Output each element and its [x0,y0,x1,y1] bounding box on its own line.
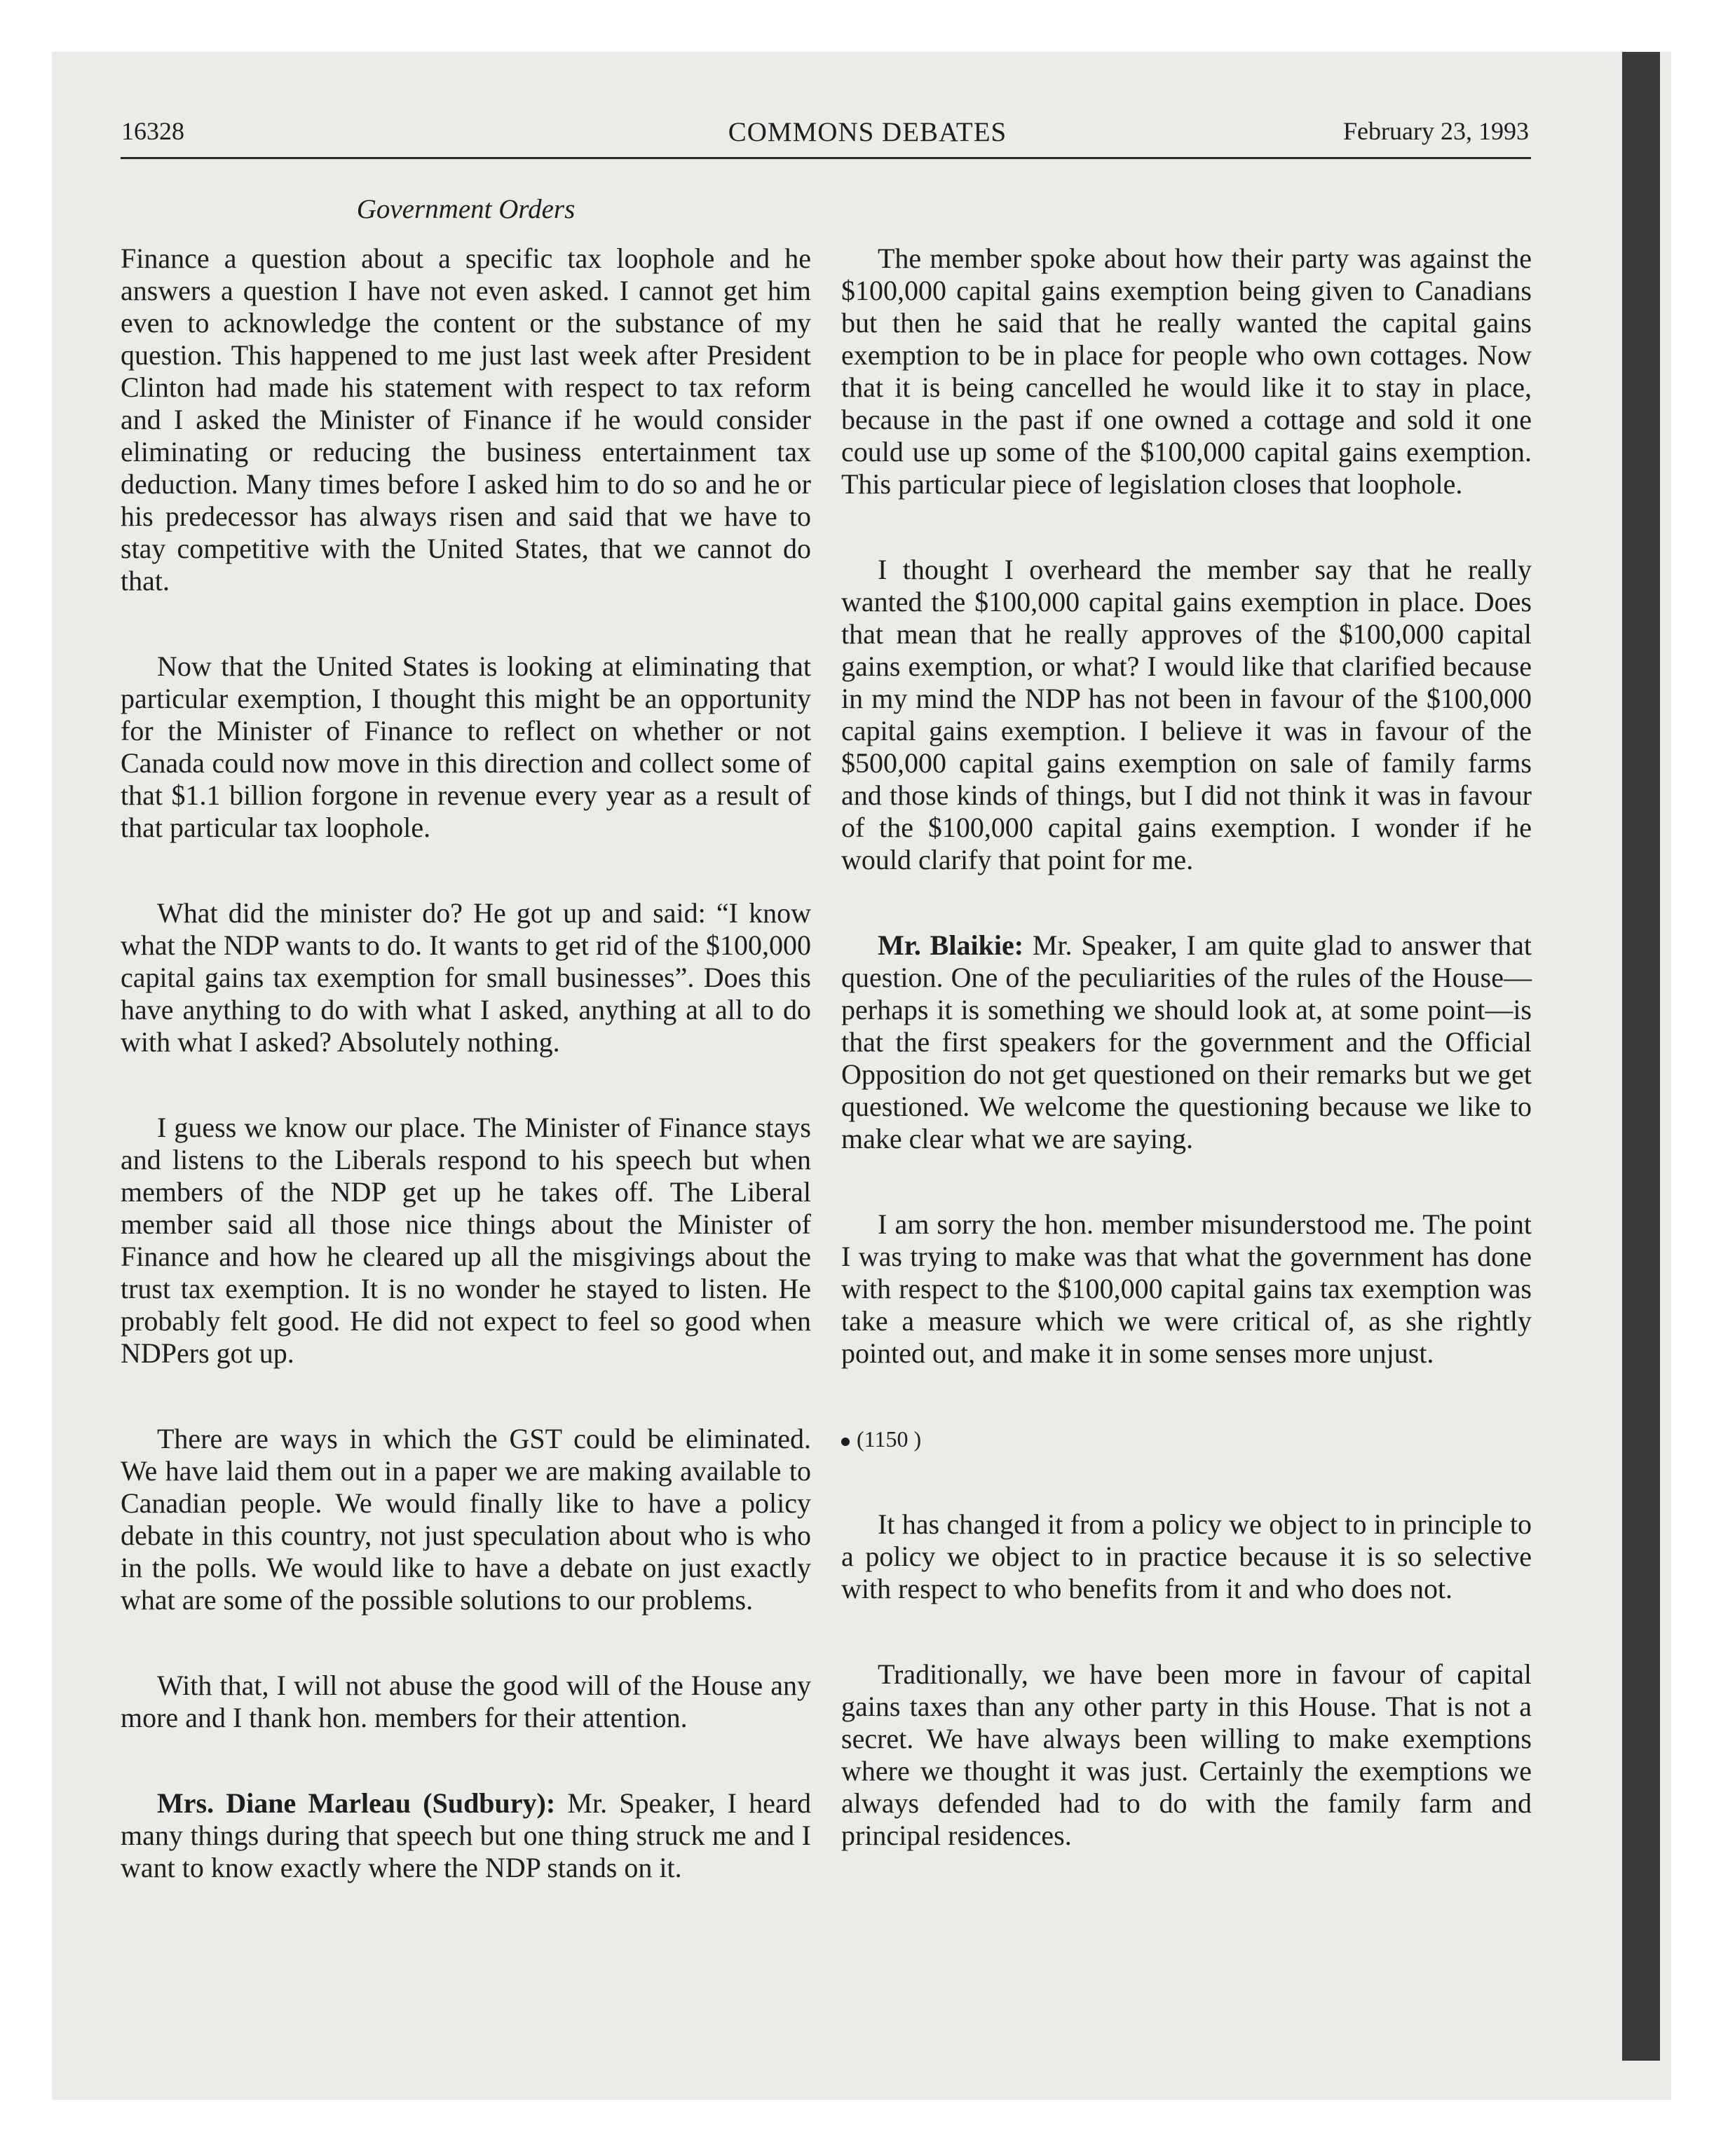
paragraph: Now that the United States is looking at eliminating that particular exemption, I thought this might be an opportunity for the Minister of Finance to reflect on whether or not Canada could now move in this direction and collect some of that $1.1 billion forgone in revenue every year as a result of that particular tax loophole. [121,650,811,843]
page-number: 16328 [121,117,184,145]
speech-text: Mr. Speaker, I heard many things during that speech but one thing struck me and I want to know exactly where the NDP stands on it. [121,1787,811,1883]
time-marker-text: (1150 ) [857,1426,922,1452]
paragraph: I am sorry the hon. member misunderstood me. The point I was trying to make was that what the government has done with respect to the $100,000 capital gains tax exemption was take a measure which we were critical of, as she rightly pointed out, and make it in some senses more unjust. [841,1208,1532,1369]
left-column [121,243,811,1937]
time-marker [841,1423,1532,1455]
speech-marleau [121,1787,811,1884]
paragraph: Finance a question about a specific tax loophole and he answers a question I have not even asked. I cannot get him even to acknowledge the content or the substance of my question. This happened to me just last week after President Clinton had made his statement with respect to tax reform and I asked the Minister of Finance if he would consider eliminating or reducing the business entertainment tax deduction. Many times before I asked him to do so and he or his predecessor has always risen and said that we have to stay competitive with the United States, that we cannot do that. [121,243,811,596]
running-title: COMMONS DEBATES [728,117,1007,147]
section-label: Government Orders [356,194,576,224]
paragraph: What did the minister do? He got up and said: “I know what the NDP wants to do. It wants to get rid of the $100,000 capital gains tax exemption for small businesses”. Does this have anything to do with what I asked, anything at all to do with what I asked? Absolutely nothing. [121,897,811,1058]
paragraph: I guess we know our place. The Minister of Finance stays and listens to the Liberals respond to his speech but when members of the NDP get up he takes off. The Liberal member said all those nice things about the Minister of Finance and how he cleared up all the misgivings about the trust tax exemption. It is no wonder he stayed to listen. He probably felt good. He did not expect to feel so good when NDPers got up. [121,1112,811,1369]
paragraph: There are ways in which the GST could be eliminated. We have laid them out in a paper we are making available to Canadian people. We would finally like to have a policy debate in this country, not just speculation about who is who in the polls. We would like to have a debate on just exactly what are some of the possible solutions to our problems. [121,1423,811,1616]
paragraph: The member spoke about how their party was against the $100,000 capital gains exemption being given to Canadians but then he said that he really wanted the capital gains exemption to be in place for people who own cottages. Now that it is being cancelled he would like it to stay in place, because in the past if one owned a cottage and sold it one could use up some of the $100,000 capital gains exemption. This particular piece of legislation closes that loophole. [841,243,1532,500]
paragraph: I thought I overheard the member say that he really wanted the $100,000 capital gains exemption in place. Does that mean that he really approves of the $100,000 capital gains exemption, or what? I would like that clarified because in my mind the NDP has not been in favour of the $100,000 capital gains exemption. I believe it was in favour of the $500,000 capital gains exemption on sale of family farms and those kinds of things, but I did not think it was in favour of the $100,000 capital gains exemption. I wonder if he would clarify that point for me. [841,554,1532,875]
speech-text: Mr. Speaker, I am quite glad to answer that question. One of the peculiarities of the rules of the House—perhaps it is something we should look at, at some point—is that the first speakers for the government and the Official Opposition do not get questioned on their remarks but we get questioned. We welcome the questioning because we like to make clear what we are saying. [841,929,1532,1154]
paragraph: Traditionally, we have been more in favour of capital gains taxes than any other party in this House. That is not a secret. We have always been willing to make exemptions where we thought it was just. Certainly the exemptions we always defended had to do with the family farm and principal residences. [841,1658,1532,1851]
paragraph: With that, I will not abuse the good will of the House any more and I thank hon. members for their attention. [121,1670,811,1733]
speaker-name: Mrs. Diane Marleau (Sudbury): [157,1787,556,1819]
header-date: February 23, 1993 [1343,117,1529,145]
speech-blaikie [841,929,1532,1155]
bullet-icon [841,1438,850,1446]
paragraph: It has changed it from a policy we object to in principle to a policy we object to in practice because it is so selective with respect to who benefits from it and who does not. [841,1508,1532,1604]
page-edge-shadow [1622,52,1660,2061]
header-rule [121,157,1531,159]
speaker-name: Mr. Blaikie: [878,929,1024,961]
right-column [841,243,1532,1905]
